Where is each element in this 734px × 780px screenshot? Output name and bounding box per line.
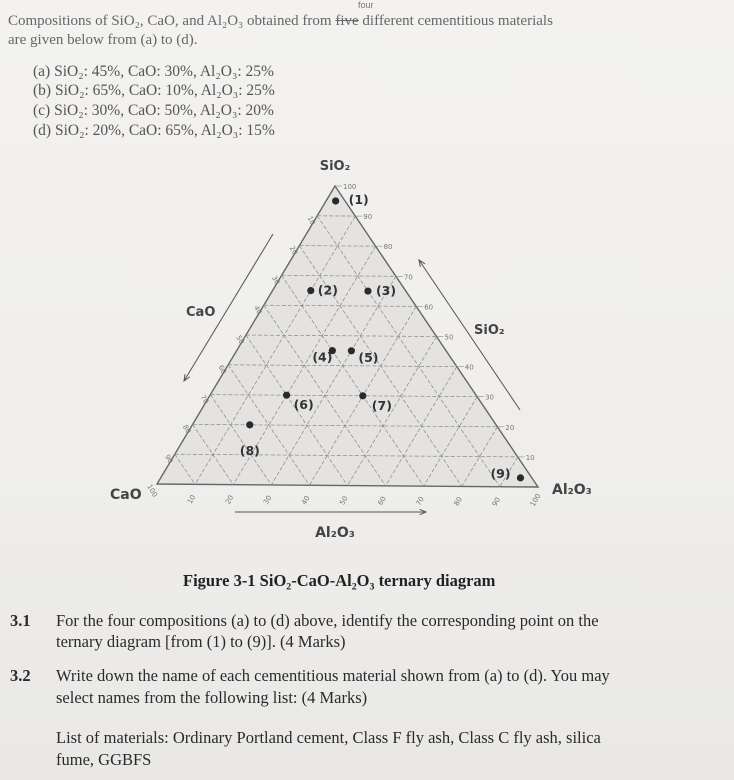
data-point-label: (4) — [312, 349, 333, 365]
materials-list-line-2: fume, GGBFS — [56, 750, 152, 769]
tick-label-sio2: 10 — [525, 453, 535, 462]
tick-label-al2o3: 10 — [185, 493, 198, 506]
question-3-2-line-2: select names from the following list: (4 Marks) — [56, 688, 368, 707]
question-3-1-line-2: ternary diagram [from (1) to (9)]. (4 Marks) — [56, 632, 346, 651]
data-point — [246, 421, 253, 428]
data-point — [348, 347, 355, 354]
intro-text: Compositions of SiO₂, CaO, and Al₂O₃ obtained from — [8, 13, 336, 29]
struck-word: five — [335, 13, 359, 29]
tick-label-sio2: 80 — [383, 243, 393, 252]
data-point-label: (5) — [358, 349, 379, 365]
tick-label-al2o3: 30 — [262, 494, 274, 506]
tick-label-sio2: 100 — [343, 183, 357, 191]
data-point-label: (2) — [317, 282, 338, 298]
tick-label-sio2: 40 — [464, 363, 474, 372]
question-number: 3.2 — [10, 666, 31, 685]
tick-label-al2o3: 90 — [490, 495, 503, 508]
vertex-label-al2o3: Al₂O₃ — [552, 482, 592, 498]
tick-label-cao: 80 — [180, 423, 193, 436]
tick-label-cao: 20 — [287, 244, 300, 257]
tick-label-al2o3: 50 — [338, 494, 350, 507]
data-point-label: (8) — [239, 442, 260, 458]
tick-label-sio2: 60 — [424, 303, 434, 312]
data-point — [517, 474, 524, 481]
tick-label-sio2: 30 — [485, 393, 495, 402]
tick-label-cao: 90 — [163, 453, 175, 465]
question-number: 3.1 — [10, 611, 31, 630]
tick-label-sio2: 50 — [444, 333, 454, 342]
composition-b: (b) SiO₂: 65%, CaO: 10%, Al₂O₃: 25% — [33, 82, 275, 99]
vertex-label-sio2: SiO₂ — [319, 159, 351, 174]
intro-text-end: different cementitious materials — [358, 13, 553, 29]
axis-label-sio2: SiO₂ — [474, 323, 505, 338]
tick-label-sio2: 20 — [505, 423, 515, 432]
tick-label-al2o3: 20 — [224, 493, 236, 506]
materials-list-line-1: List of materials: Ordinary Portland cement, Class F fly ash, Class C fly ash, silica — [56, 728, 601, 747]
data-point — [364, 287, 371, 294]
question-3-1-line-1: For the four compositions (a) to (d) above, identify the corresponding point on the — [56, 611, 599, 630]
tick-label-al2o3: 100 — [528, 492, 543, 508]
data-point-label: (3) — [375, 283, 397, 299]
arrow-cao-head — [184, 374, 190, 381]
axis-label-cao: CaO — [186, 305, 216, 320]
tick-label-cao: 60 — [216, 363, 228, 376]
data-point-label: (9) — [490, 465, 511, 481]
handwritten-insertion: four — [358, 0, 374, 10]
tick-label-cao: 70 — [198, 393, 211, 406]
axis-label-al2o3: Al₂O₃ — [315, 525, 355, 541]
figure-caption: Figure 3-1 SiO₂-CaO-Al₂O₃ ternary diagram — [183, 571, 496, 590]
tick-label-cao: 10 — [305, 214, 317, 227]
tick-label-al2o3: 40 — [300, 494, 312, 507]
data-point — [283, 392, 290, 399]
tick-label-sio2: 90 — [363, 213, 373, 222]
tick-label-al2o3: 70 — [414, 495, 426, 508]
vertex-label-cao: CaO — [110, 487, 142, 503]
composition-d: (d) SiO₂: 20%, CaO: 65%, Al₂O₃: 15% — [33, 122, 275, 139]
composition-c: (c) SiO₂: 30%, CaO: 50%, Al₂O₃: 20% — [33, 102, 274, 119]
data-point — [359, 392, 366, 399]
data-point — [307, 287, 314, 294]
tick-label-cao: 100 — [145, 483, 159, 499]
data-point-label: (1) — [348, 191, 369, 207]
data-point-label: (6) — [293, 397, 314, 413]
tick-label-sio2: 70 — [403, 273, 413, 282]
composition-a: (a) SiO₂: 45%, CaO: 30%, Al₂O₃: 25% — [33, 63, 274, 80]
tick-label-cao: 30 — [269, 274, 282, 287]
data-point — [332, 197, 339, 204]
question-3-2-line-1: Write down the name of each cementitious material shown from (a) to (d). You may — [56, 666, 610, 685]
tick-label-al2o3: 60 — [376, 495, 388, 507]
arrow-sio2-head — [419, 260, 425, 267]
tick-label-cao: 50 — [234, 334, 246, 346]
tick-label-cao: 40 — [252, 304, 264, 316]
intro-line-2: are given below from (a) to (d). — [8, 32, 198, 48]
tick-label-al2o3: 80 — [452, 495, 464, 508]
data-point-label: (7) — [371, 397, 392, 413]
